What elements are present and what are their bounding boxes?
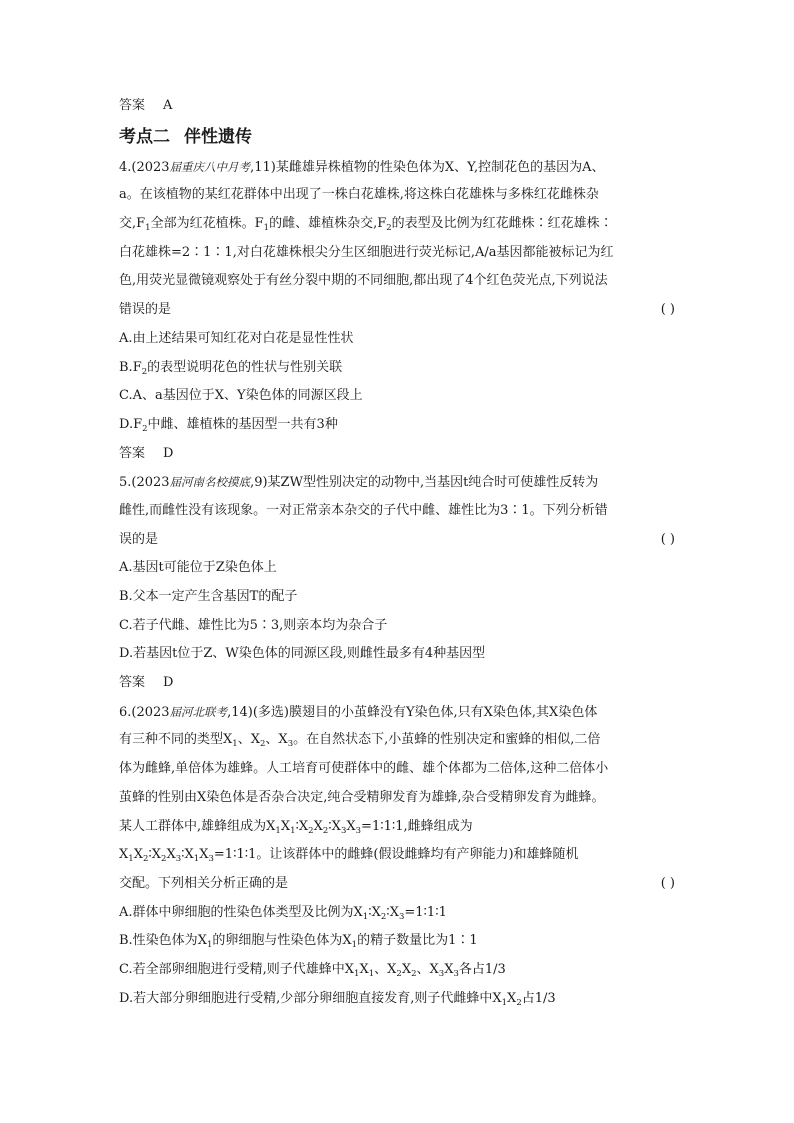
question-number: 4.(2023 [119, 159, 170, 175]
answer-line [119, 440, 679, 469]
question-line [119, 698, 679, 727]
question-line: 茧蜂的性别由X染色体是否杂合决定,纯合受精卵发育为雄蜂,杂合受精卵发育为雌蜂。 [119, 789, 605, 805]
section-number: 考点二 [119, 126, 170, 147]
answer-line [119, 669, 679, 698]
question-5 [119, 468, 679, 698]
question-source-end: ,11) [250, 159, 276, 175]
answer-label: 答案 [119, 445, 146, 461]
question-text: 某雌雄异株植物的性染色体为X、Y,控制花色的基因为A、 [275, 159, 605, 175]
option-d: D.若基因t位于Z、W染色体的同源区段,则雌性最多有4种基因型 [119, 646, 486, 662]
answer-blank: ( ) [660, 302, 675, 318]
question-line: a。在该植物的某红花群体中出现了一株白花雄株,将这株白花雄株与多株红花雌株杂 [119, 187, 599, 203]
question-4 [119, 153, 679, 469]
option-c: C.若子代雌、雄性比为5∶3,则亲本均为杂合子 [119, 617, 388, 633]
question-text: 交配。下列相关分析正确的是 [119, 875, 289, 891]
question-line: 有三种不同的类型$X_1$、$X_2$、$X_3$。在自然状态下,小茧蜂的性别决定和蜜蜂的相似,二倍 [119, 732, 601, 750]
answer-label: 答案 [119, 675, 146, 691]
question-line: 某人工群体中,雄蜂组成为$X_1X_1∶X_2X_2∶X_3X_3=1∶1∶1$,雌蜂组成为 [119, 818, 473, 836]
question-source: 届重庆八中月考 [169, 159, 251, 174]
option-b: B.父本一定产生含基因T的配子 [119, 589, 298, 604]
option-d: $D.F_2$中雌、雄植株的基因型一共有3种 [119, 416, 338, 434]
answer-line [119, 92, 679, 121]
answer-label: 答案 [119, 98, 146, 113]
option-b: $B.F_2$的表型说明花色的性状与性别关联 [119, 359, 343, 377]
question-line: 白花雄株=2∶1∶1,对白花雄株根尖分生区细胞进行荧光标记,A/a基因都能被标记为红 [119, 244, 614, 260]
option-b: B.性染色体为$X_1$的卵细胞与性染色体为$X_1$的精子数量比为1∶1 [119, 933, 478, 951]
answer-value: D [163, 675, 174, 691]
question-text: 错误的是 [119, 302, 172, 318]
question-line: $X_1X_2∶X_2X_3∶X_1X_3=1∶1∶1$。让该群体中的雌蜂(假设雌蜂均有产卵能力)和雄蜂随机 [119, 847, 579, 865]
question-source-end: ,9) [250, 475, 268, 491]
option-d: D.若大部分卵细胞进行受精,少部分卵细胞直接发育,则子代雌蜂中$X_1X_2$占1/3 [119, 990, 556, 1008]
question-source-end: ,14) [227, 704, 253, 720]
option-a: A.群体中卵细胞的性染色体类型及比例为$X_1∶X_2∶X_3=1∶1∶1$ [119, 904, 447, 922]
answer-value: D [163, 445, 174, 461]
question-line: 雌性,而雌性没有该现象。一对正常亲本杂交的子代中雌、雄性比为3∶1。下列分析错 [119, 502, 608, 518]
question-text: 误的是 [119, 531, 159, 547]
question-text: 某ZW型性别决定的动物中,当基因t纯合时可使雄性反转为 [267, 475, 599, 491]
question-number: 5.(2023 [119, 475, 170, 491]
answer-blank: ( ) [660, 875, 675, 891]
question-number: 6.(2023 [119, 704, 170, 720]
question-6 [119, 698, 679, 1014]
question-line [119, 870, 679, 899]
option-a: A.由上述结果可知红花对白花是显性性状 [119, 330, 354, 346]
question-text: (多选)膜翅目的小茧蜂没有Y染色体,只有X染色体,其X染色体 [252, 704, 598, 720]
question-line [119, 296, 679, 325]
option-a: A.基因t可能位于Z染色体上 [119, 560, 277, 576]
question-line [119, 468, 679, 497]
question-line [119, 526, 679, 555]
answer-value: A [163, 98, 173, 113]
option-c: C.若全部卵细胞进行受精,则子代雄蜂中$X_1X_1$、$X_2X_2$、$X_3X_3$各占1/3 [119, 961, 506, 979]
section-heading [119, 121, 679, 153]
question-source: 届河北联考 [169, 704, 228, 719]
question-line [119, 153, 679, 182]
option-c: C.A、a基因位于X、Y染色体的同源区段上 [119, 388, 363, 404]
answer-blank: ( ) [660, 531, 675, 547]
question-line: 体为雌蜂,单倍体为雄蜂。人工培育可使群体中的雌、雄个体都为二倍体,这种二倍体小 [119, 761, 609, 777]
document-page [119, 92, 679, 1013]
section-title: 伴性遗传 [184, 126, 252, 147]
question-source: 届河南名校摸底 [169, 475, 251, 490]
question-line: 交$,F_1$全部为红花植株。$F_1$的雌、雄植株杂交$,F_2$的表型及比例为红花雌株∶红花雄株∶ [119, 216, 613, 234]
question-line: 色,用荧光显微镜观察处于有丝分裂中期的不同细胞,都出现了4个红色荧光点,下列说法 [119, 273, 608, 289]
